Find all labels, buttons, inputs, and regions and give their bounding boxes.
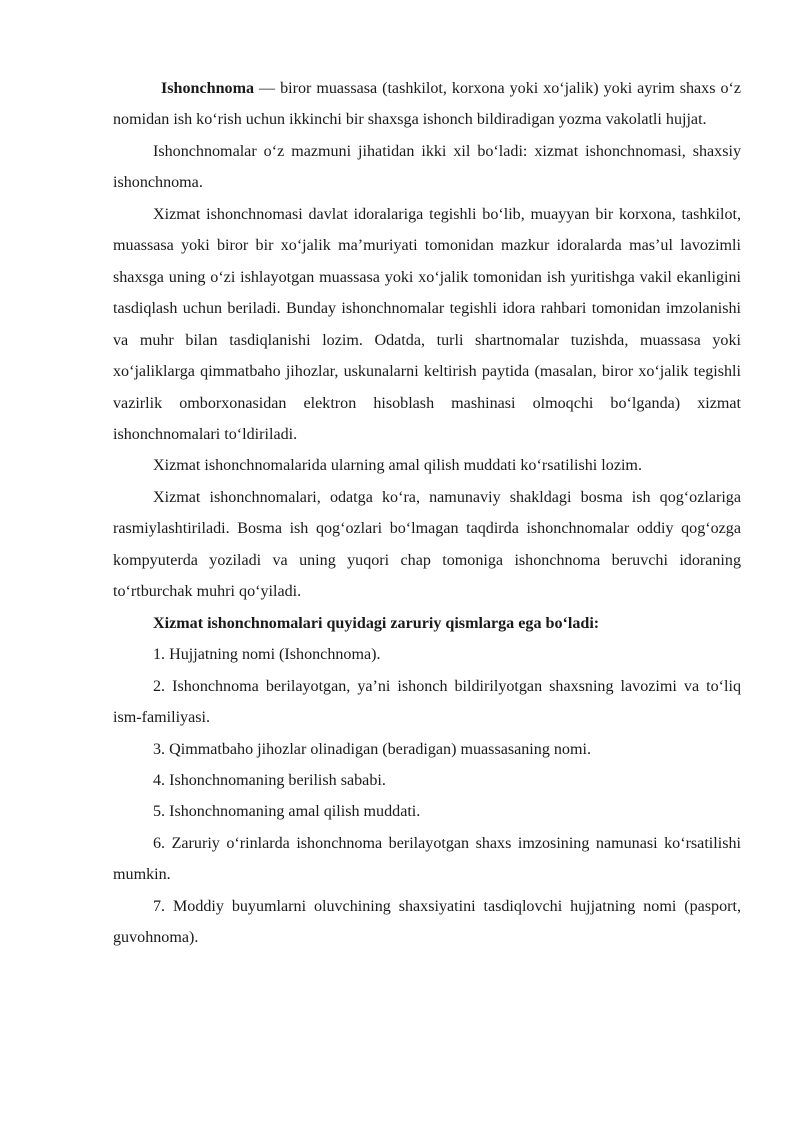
paragraph-service-poa: Xizmat ishonchnomasi davlat idoralariga tegishli bo‘lib, muayyan bir korxona, tashkilot, muassasa yoki biror bir xo‘jalik ma’muriyati tomonidan mazkur idoralarda mas’ul lavozimli shaxsga uning o‘zi ishlayotgan muassasa yoki xo‘jalik tomonidan ish yuritishga vakil ekanligini tasdiqlash uchun beriladi. Bunday ishonchnomalar tegishli idora rahbari tomonidan imzolanishi va muhr bilan tasdiqlanishi lozim. Odatda, turli shartnomalar tuzishda, muassasa yoki xo‘jaliklarga qimmatbaho jihozlar, uskunalarni keltirish paytida (masalan, biror xo‘jalik tegishli vazirlik omborxonasidan elektron hisoblash mashinasi olmoqchi bo‘lganda) xizmat ishonchnomalari to‘ldiriladi. (113, 205, 741, 443)
list-item: 5. Ishonchnomaning amal qilish muddati. (153, 803, 421, 821)
list-item: 6. Zaruriy o‘rinlarda ishonchnoma berilayotgan shaxs imzosining namunasi ko‘rsatilishi mumkin. (113, 834, 741, 884)
intro-paragraph (113, 73, 741, 136)
paragraph-types: Ishonchnomalar o‘z mazmuni jihatidan ikki xil bo‘ladi: xizmat ishonchnomasi, shaxsiy ishonchnoma. (113, 142, 741, 192)
paragraph-forms: Xizmat ishonchnomalari, odatga ko‘ra, namunaviy shakldagi bosma ish qog‘ozlariga rasmiylashtiriladi. Bosma ish qog‘ozlari bo‘lmagan taqdirda ishonchnomalar oddiy qog‘ozga kompyuterda yoziladi va uning yuqori chap tomoniga ishonchnoma beruvchi idoraning to‘rtburchak muhri qo‘yiladi. (113, 488, 741, 601)
paragraph-validity: Xizmat ishonchnomalarida ularning amal qilish muddati ko‘rsatilishi lozim. (153, 457, 642, 475)
intro-term: Ishonchnoma (161, 80, 255, 97)
intro-definition: — biror muassasa (tashkilot, korxona yoki xo‘jalik) yoki ayrim shaxs o‘z nomidan ish ko‘rish uchun ikkinchi bir shaxsga ishonch bildiradigan yozma vakolatli hujjat. (113, 80, 741, 129)
list-item: 2. Ishonchnoma berilayotgan, ya’ni ishonch bildirilyotgan shaxsning lavozimi va to‘liq ism-familiyasi. (113, 677, 741, 727)
list-item: 4. Ishonchnomaning berilish sababi. (153, 771, 386, 789)
document-body (113, 73, 741, 954)
list-item: 3. Qimmatbaho jihozlar olinadigan (beradigan) muassasaning nomi. (153, 740, 591, 758)
list-item: 1. Hujjatning nomi (Ishonchnoma). (153, 646, 381, 664)
list-heading: Xizmat ishonchnomalari quyidagi zaruriy qismlarga ega bo‘ladi: (153, 614, 600, 632)
list-item: 7. Moddiy buyumlarni oluvchining shaxsiyatini tasdiqlovchi hujjatning nomi (pasport, guvohnoma). (113, 897, 741, 947)
